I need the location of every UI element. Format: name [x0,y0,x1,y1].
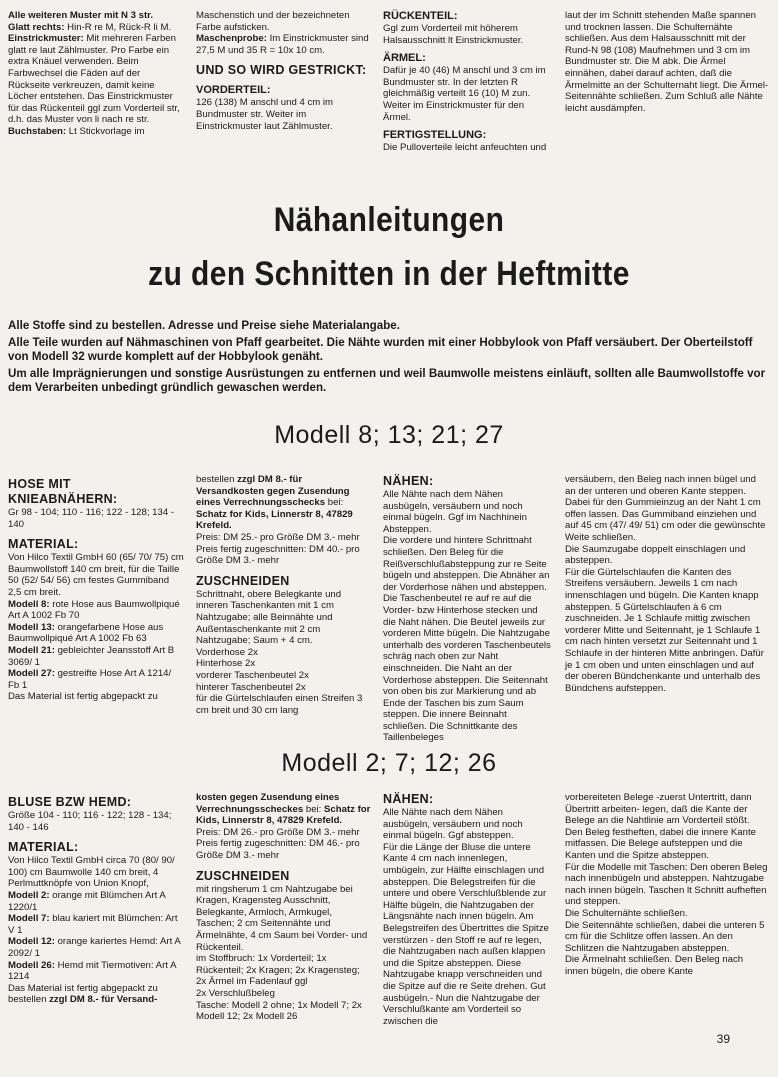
text-run: Mit mehreren Farben glatt re laut Zählmuster. Pro Farbe ein extra Knäuel verwenden. Beim Farbwechsel die Fäden auf der Rückseite verkreuzen, damit keine Löcher entstehen. Das Einstrickmuster für das Rückenteil ggl zum Vorderteil str, d.h. das Muster von li nach re str. [8,33,180,126]
page-title-line-1: Nähanleitungen [273,201,505,239]
text-run: Die vordere und hintere Schrittnaht schließen. Den Beleg für die Reißverschlußabsteppung zur re Seite bügeln und absteppen. Die Abnäher an der Vorderhose nähen und absteppen. Die Taschenbeutel re auf re auf die Vorder- bzw Hinterhose stecken und die Naht nähen. Die Beutel jeweils zur vorderen Mitte bügeln. Die Nahtzugabe unterhalb des vorderen Taschenbeutels schräg nach oben zur Naht einschneiden. Die Naht an der Vorderhose absteppen. Die Seitennaht von oben bis zur Markierung und ab Ende der Taschen bis zum Saum steppen. Die innere Beinnaht schließen. Die Schnittkante des Taillenbeleges [383,535,551,744]
text-run: Maschenstich und der bezeichneten Farbe aufsticken. [196,10,350,33]
text-run: bei: [325,497,344,509]
text-run: Ggl zum Vorderteil mit höherem Halsausschnitt lt Einstrickmuster. [383,23,524,46]
text-run: Das Material ist fertig abgepackt zu bestellen [8,982,158,1006]
text-run: gebleichter Jeansstoff Art B 3069/ 1 [8,644,175,668]
paragraph [383,489,551,535]
paragraph [8,645,184,668]
text-run: Lt Stickvorlage im [66,125,145,137]
text-run: vorderer Taschenbeutel 2x [196,669,309,681]
paragraph [8,913,184,936]
text-run: Im Einstrickmuster sind 27,5 M und 35 R = 10x 10 cm. [196,33,369,56]
text-run: rote Hose aus Baumwollpiqué Art A 1002 Fb 70 [8,598,180,622]
section-2-column-3 [383,792,551,1027]
page-number: 39 [716,1032,730,1046]
text-run: Für die Modelle mit Taschen: Den oberen Beleg nach innenbügeln und absteppen. Nahtzugabe nach innen bügeln. Taschen lt Schnitt aufheften und steppen. [565,861,768,908]
paragraph [196,792,372,827]
section-1-heading: Modell 8; 13; 21; 27 [274,421,504,449]
text-run: vorbereiteten Belege -zuerst Untertritt, dann Übertritt arbeiten- legen, daß die Kante der Belege an die Nahtlinie am Vorderteil stößt. Den Beleg festheften, dabei die innere Kante mitfassen. Die Belege aufsteppen und die Kanten und die Spitze absteppen. [565,792,756,861]
paragraph [565,792,769,862]
section-1-column-1 [8,477,184,703]
text-run: Preis: DM 25.- pro Größe DM 3.- mehr Preis fertig zugeschnitten: DM 40.- pro Größe DM 3.- mehr [196,531,360,567]
paragraph [383,23,551,46]
intro-line-3: Um alle Imprägnierungen und sonstige Ausrüstungen zu entfernen und weil Baumwolle meistens einläuft, sollten alle Baumwollstoffe vor dem Verarbeiten unbedingt gründlich gewaschen werden. [8,367,766,394]
text-run: im Stoffbruch: 1x Vorderteil; 1x Rückenteil; 2x Kragen; 2x Kragensteg; 2x Ärmel im Fadenlauf ggl [196,953,360,988]
paragraph [565,544,769,567]
text-run: blau kariert mit Blümchen: Art V 1 [8,913,178,936]
bold-label: kosten gegen Zusendung eines Verrechnungsscheckes [196,792,340,815]
bold-label: Schatz for Kids, Linnerstr 8, 47829 Krefeld. [196,508,353,532]
paragraph [565,567,769,695]
top-column-3 [383,10,551,154]
paragraph [8,983,184,1006]
paragraph [196,474,372,532]
paragraph [8,507,184,530]
section-subheading: BLUSE BZW HEMD: [8,795,132,809]
page-title-line-2: zu den Schnitten in der Heftmitte [148,255,630,293]
paragraph [8,22,184,34]
text-run: Hinterhose 2x [196,658,256,670]
bold-label: Maschenprobe: [196,33,267,45]
paragraph [8,599,184,622]
paragraph [383,842,551,1028]
text-run: Alle weiteren Muster mit N 3 str. [8,10,154,21]
section-1-column-4 [565,474,769,694]
text-run: Gr 98 - 104; 110 - 116; 122 - 128; 134 - 140 [8,507,175,530]
text-run: Tasche: Modell 2 ohne; 1x Modell 7; 2x Modell 12; 2x Modell 26 [196,999,362,1023]
paragraph [383,65,551,123]
text-run: orange kariertes Hemd: Art A 2092/ 1 [8,936,181,959]
bold-label: Buchstaben: [8,125,67,137]
section-subheading: HOSE MIT KNIEABNÄHERN: [8,477,118,506]
text-run: versäubern, den Beleg nach innen bügel und an der unteren und oberen Kante steppen. Dabei für den Gummieinzug an der Naht 1 cm offen lassen. Das Gummiband einziehen und auf 45 cm (47/ 49/ 51) cm oder die gewünschte Weite schließen. [565,474,766,543]
text-run: Von Hilco Textil GmbH circa 70 (80/ 90/ 100) cm Baumwolle 140 cm breit, 4 Perlmuttknöpfe von Union Knopf, [8,855,175,890]
paragraph [8,691,184,703]
paragraph [565,862,769,908]
paragraph [196,589,372,647]
paragraph [196,33,372,56]
text-run: Hin-R re M, Rück-R li M. [64,21,172,33]
text-run: laut der im Schnitt stehenden Maße spannen und trocknen lassen. Die Schulternähte schließen. Aus dem Halsausschnitt mit der Rund-N 98 (108) Maufnehmen und 3 cm im Bundmuster str. Die M abk. Die Ärmel einnähen, dabei darauf achten, daß die Ärmelmitte an der Schulternaht liegt. Die Ärmel- Seitennähte schließen. Zum Schluß alle Nähte leicht ausdämpfen. [565,10,769,114]
text-run: hinterer Taschenbeutel 2x [196,681,306,693]
paragraph [565,954,769,977]
paragraph [8,126,184,138]
section-2-column-4 [565,792,769,978]
section-subheading: NÄHEN: [383,474,434,488]
section-subheading: NÄHEN: [383,792,434,806]
text-run: Für die Gürtelschlaufen die Kanten des Streifens versäubern. Jeweils 1 cm nach innenschlagen und bügeln. Die Kanten knapp absteppen. 5 Gürtelschlaufen à 6 cm zuschneiden. Je 1 Schlaufe mittig zwischen vorderer Mitte und Seitennaht, je 1 Schlaufe 1 cm nach hinten versetzt zur Seitennaht und 1 Schlaufe in der hinteren Mitte anbringen. Dafür je 1 cm oben und unten einschlagen und auf der oberen Bündchenkante und unterhalb des Bündchens aufsteppen. [565,566,764,694]
section-subheading: ZUSCHNEIDEN [196,868,290,883]
bold-label: Schatz for Kids, Linnerstr 8, 47829 Krefeld. [196,803,371,827]
top-column-1 [8,10,184,138]
paragraph [8,810,184,833]
text-run: Das Material ist fertig abgepackt zu [8,691,158,703]
paragraph [8,552,184,598]
top-column-4 [565,10,769,114]
text-run: Alle Nähte nach dem Nähen ausbügeln, versäubern und noch einmal bügeln. Ggf im Nachhinein Absteppen. [383,489,527,535]
intro-paragraphs [8,319,768,395]
text-run: gestreifte Hose Art A 1214/ Fb 1 [8,668,172,691]
paragraph [196,827,372,862]
bold-label: Modell 7: [8,913,50,925]
section-1-column-2 [196,474,372,716]
text-run: Die Schulternähte schließen. [565,907,688,919]
bold-label: zzgl DM 8.- für Versand- [49,994,158,1006]
text-run: orangefarbene Hose aus Baumwollpiqué Art A 1002 Fb 63 [8,621,164,645]
section-subheading: ÄRMEL: [383,52,426,65]
paragraph [196,1000,372,1023]
text-run: Preis: DM 26.- pro Größe DM 3.- mehr Preis fertig zugeschnitten: DM 46.- pro Größe DM 3.- mehr [196,826,360,861]
text-run: für die Gürtelschlaufen einen Streifen 3 cm breit und 30 cm lang [196,693,363,716]
paragraph [8,668,184,691]
text-run: Von Hilco Textil GmbH 60 (65/ 70/ 75) cm Baumwollstoff 140 cm breit, für die Taille 50 (52/ 54/ 56) cm festes Gummiband 2,5 cm breit. [8,552,184,598]
bold-label: Modell 13: [8,621,55,633]
section-2-column-2 [196,792,372,1023]
text-run: Die Pulloverteile leicht anfeuchten und [383,142,547,154]
intro-line-1: Alle Stoffe sind zu bestellen. Adresse und Preise siehe Materialangabe. [8,319,400,332]
section-subheading: ZUSCHNEIDEN [196,573,290,588]
paragraph [383,142,551,154]
text-run: Die Saumzugabe doppelt einschlagen und absteppen. [565,543,746,567]
paragraph [196,658,372,670]
section-subheading: MATERIAL: [8,537,79,552]
section-subheading: UND SO WIRD GESTRICKT: [196,63,367,78]
bold-label: Einstrickmuster: [8,33,84,45]
paragraph [196,953,372,988]
section-2-column-1 [8,795,184,1006]
text-run: Die Ärmelnaht schließen. Den Beleg nach innen bügeln, die obere Kante [565,954,744,977]
paragraph [8,960,184,983]
section-2-heading: Modell 2; 7; 12; 26 [281,749,497,777]
text-run: Größe 104 - 110; 116 - 122; 128 - 134; 140 - 146 [8,810,172,833]
text-run: bestellen [196,474,238,485]
paragraph [196,884,372,954]
paragraph [8,855,184,890]
paragraph [196,10,372,33]
bold-label: Modell 21: [8,644,55,656]
top-column-2 [196,10,372,132]
section-subheading: RÜCKENTEIL: [383,10,458,22]
paragraph [8,890,184,913]
paragraph [196,97,372,132]
paragraph [196,682,372,694]
paragraph [8,10,184,22]
paragraph [196,532,372,567]
paragraph [8,33,184,126]
paragraph [196,693,372,716]
text-run: bei: [303,803,325,815]
paragraph [565,908,769,920]
bold-label: Modell 27: [8,668,55,680]
text-run: 2x Verschlußbeleg [196,987,275,999]
paragraph [383,807,551,842]
paragraph [8,622,184,645]
text-run: 126 (138) M anschl und 4 cm im Bundmuster str. Weiter im Einstrickmuster laut Zählmuster. [196,97,334,132]
text-run: mit ringsherum 1 cm Nahtzugabe bei Kragen, Kragensteg Ausschnitt, Belegkante, Armloch, Armkugel, Taschen; 2 cm Seitennähte und Ärmelnähte, 4 cm Saum bei Vorder- und Rückenteil. [196,883,368,953]
text-run: Schrittnaht, obere Belegkante und inneren Taschenkanten mit 1 cm Nahtzugabe; alle Beinnähte und Außentaschenkante mit 2 cm Nahtzugabe; Saum + 4 cm. [196,588,342,647]
bold-label: Glatt rechts: [8,21,65,33]
section-1-column-3 [383,474,551,744]
text-run: Dafür je 40 (46) M anschl und 3 cm im Bundmuster str. In der letzten R gleichmäßig verteilt 16 (10) M zun. Weiter im Einstrickmuster für den Ärmel. [383,65,546,123]
text-run: Vorderhose 2x [196,646,258,658]
text-run: Die Seitennähte schließen, dabei die unteren 5 cm für die Schlitze offen lassen. An den Schlitzen die Nahtzugaben absteppen. [565,919,765,954]
paragraph [565,920,769,955]
paragraph [196,988,372,1000]
text-run: Alle Nähte nach dem Nähen ausbügeln, versäubern und noch einmal bügeln. Ggf absteppen. [383,807,523,842]
text-run: Hemd mit Tiermotiven: Art A 1214 [8,959,176,983]
paragraph [565,474,769,544]
paragraph [196,647,372,659]
bold-label: Modell 2: [8,889,50,901]
bold-label: Modell 26: [8,959,55,971]
text-run: Für die Länge der Bluse die untere Kante 4 cm nach innenlegen, umbügeln, zur Hälfte einschlagen und absteppen. Die Belegstreifen für die untere und obere Verschlußblende zur Hälfte bügeln, die Nahtzugaben der Längsnähte nach innen bügeln. Am Belegstreifen des Übertrittes die Spitze verstürzen - den Stoff re auf re legen, die Nahtzugaben nach außen klappen und die Spitze absteppen. Diese Nahtzugabe knapp verschneiden und die Spitze auf die re Seite drehen. Gut ausbügeln.- Nun die Nahtzugabe der Verschlußkante am Vorderteil so zwischen die [383,841,549,1027]
paragraph [8,936,184,959]
intro-line-2: Alle Teile wurden auf Nähmaschinen von Pfaff gearbeitet. Die Nähte wurden mit einer Hobbylook von Pfaff versäubert. Der Oberteilstoff von Modell 32 wurde komplett auf der Hobbylook genäht. [8,336,753,363]
section-subheading: VORDERTEIL: [196,84,271,97]
bold-label: Modell 8: [8,598,50,610]
section-subheading: FERTIGSTELLUNG: [383,129,487,142]
section-subheading: MATERIAL: [8,840,79,855]
bold-label: Modell 12: [8,936,55,948]
paragraph [383,535,551,744]
bold-label: zzgl DM 8.- für Versandkosten gegen Zusendung eines Verrechnungsschecks [196,474,350,509]
text-run: orange mit Blümchen Art A 1220/1 [8,889,166,913]
paragraph [196,670,372,682]
paragraph [565,10,769,114]
